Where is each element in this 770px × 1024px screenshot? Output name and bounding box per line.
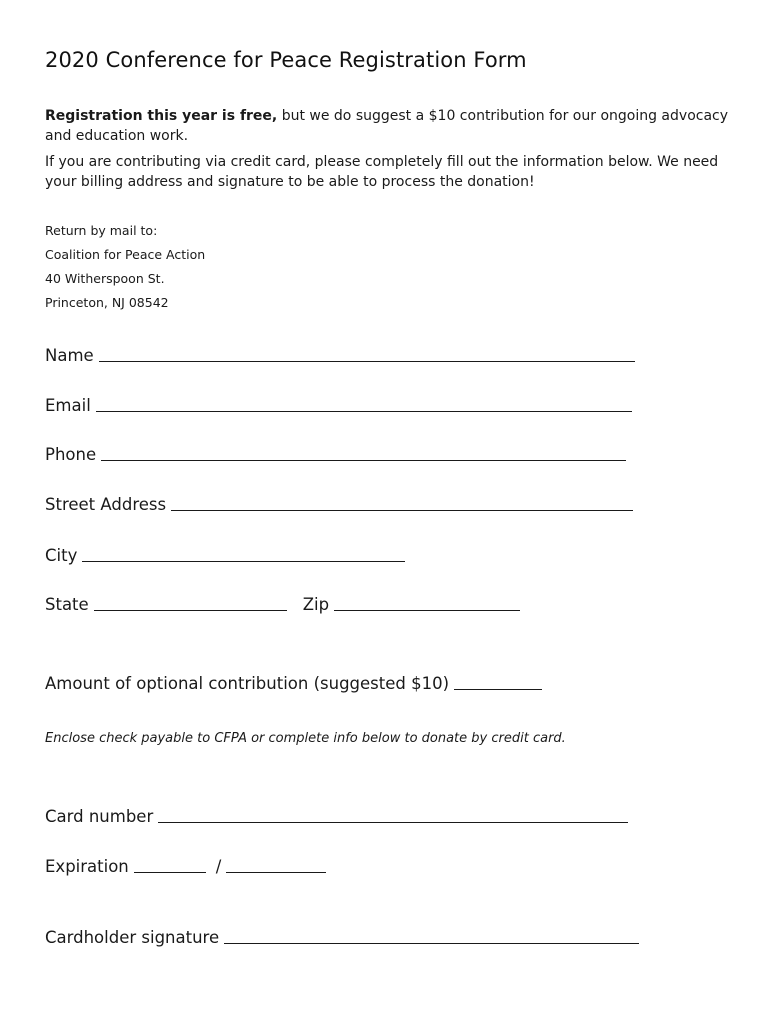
credit-card-instructions: If you are contributing via credit card, please completely fill out the information below. We need your billing address and signature to be able to process the donation! bbox=[45, 154, 719, 190]
card-number-input-line[interactable] bbox=[158, 821, 628, 823]
phone-label: Phone bbox=[45, 445, 97, 464]
state-label: State bbox=[45, 595, 89, 614]
street-address-input-line[interactable] bbox=[171, 509, 633, 511]
street-address-field bbox=[45, 492, 633, 514]
intro-paragraph bbox=[45, 106, 735, 146]
cardholder-signature-field bbox=[45, 925, 639, 947]
card-number-field bbox=[45, 804, 628, 826]
phone-field bbox=[45, 442, 626, 464]
zip-input-line[interactable] bbox=[334, 609, 520, 611]
expiration-year-line[interactable] bbox=[226, 871, 326, 873]
mail-city: Princeton, NJ 08542 bbox=[45, 295, 169, 310]
city-input-line[interactable] bbox=[82, 560, 405, 562]
expiration-field bbox=[45, 854, 326, 876]
expiration-label: Expiration bbox=[45, 857, 129, 876]
state-zip-row bbox=[45, 592, 520, 614]
email-input-line[interactable] bbox=[96, 410, 632, 412]
state-input-line[interactable] bbox=[94, 609, 287, 611]
card-number-label: Card number bbox=[45, 807, 154, 826]
zip-label: Zip bbox=[302, 595, 330, 614]
email-label: Email bbox=[45, 396, 91, 415]
cardholder-signature-label: Cardholder signature bbox=[45, 928, 220, 947]
mail-street: 40 Witherspoon St. bbox=[45, 271, 165, 286]
city-field bbox=[45, 543, 405, 565]
contribution-amount-field bbox=[45, 671, 542, 693]
contribution-amount-label: Amount of optional contribution (suggested $10) bbox=[45, 674, 450, 693]
street-address-label: Street Address bbox=[45, 495, 167, 514]
form-title: 2020 Conference for Peace Registration Form bbox=[45, 48, 527, 72]
intro-bold-text: Registration this year is free, bbox=[45, 108, 278, 124]
cardholder-signature-input-line[interactable] bbox=[224, 942, 639, 944]
name-label: Name bbox=[45, 346, 94, 365]
phone-input-line[interactable] bbox=[101, 459, 626, 461]
contribution-amount-input-line[interactable] bbox=[454, 688, 542, 690]
check-payment-note: Enclose check payable to CFPA or complete info below to donate by credit card. bbox=[45, 731, 566, 746]
mail-header: Return by mail to: bbox=[45, 223, 158, 238]
mail-org: Coalition for Peace Action bbox=[45, 247, 206, 262]
name-input-line[interactable] bbox=[99, 360, 635, 362]
name-field bbox=[45, 343, 635, 365]
email-field bbox=[45, 393, 632, 415]
city-label: City bbox=[45, 546, 78, 565]
expiration-separator: / bbox=[215, 857, 222, 876]
intro-rest-text: but we do suggest a $10 contribution for our ongoing advocacy and education work. bbox=[45, 108, 729, 144]
expiration-month-line[interactable] bbox=[134, 871, 206, 873]
